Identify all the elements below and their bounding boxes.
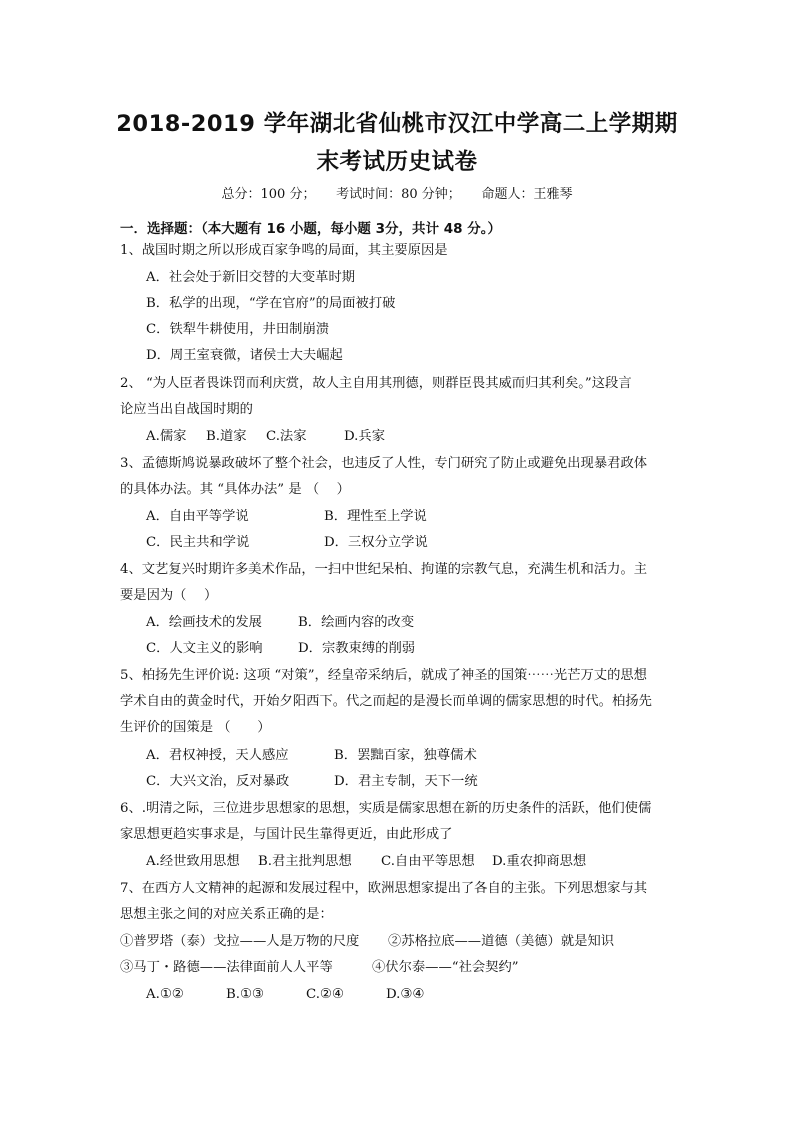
q7-stem-line2: 思想主张之间的对应关系正确的是： bbox=[120, 907, 333, 922]
q4-option-b: B．绘画内容的改变 bbox=[298, 615, 415, 630]
q3-option-b: B．理性至上学说 bbox=[324, 509, 427, 524]
q6-option-b: B.君主批判思想 bbox=[258, 854, 352, 869]
q3-stem-line1: 3、孟德斯鸠说暴政破坏了整个社会，也违反了人性，专门研究了防止或避免出现暴君政体 bbox=[120, 456, 648, 471]
q7-statement-3: ③马丁・路德——法律面前人人平等 bbox=[120, 960, 333, 975]
meta-total: 总分：100 分； bbox=[221, 187, 316, 202]
q3-stem-line2: 的具体办法。其 “具体办法” 是 （ ） bbox=[120, 482, 350, 497]
q2-option-a: A.儒家 bbox=[146, 429, 187, 444]
q7-option-b: B.①③ bbox=[226, 987, 264, 1002]
q7-stem-line1: 7、在西方人文精神的起源和发展过程中，欧洲思想家提出了各自的主张。下列思想家与其 bbox=[120, 881, 648, 896]
q2-option-c: C.法家 bbox=[266, 429, 307, 444]
q1-option-c: C．铁犁牛耕使用，井田制崩溃 bbox=[146, 322, 330, 337]
q7-statement-4: ④伏尔泰——“社会契约” bbox=[372, 960, 519, 975]
exam-title-line1: 2018-2019 学年湖北省仙桃市汉江中学高二上学期期 bbox=[116, 111, 678, 137]
q3-option-c: C．民主共和学说 bbox=[146, 535, 250, 550]
q5-option-c: C．大兴文治，反对暴政 bbox=[146, 774, 290, 789]
section-heading: 一．选择题：（本大题有 16 小题，每小题 3分，共计 48 分。） bbox=[120, 221, 501, 237]
q6-option-d: D.重农抑商思想 bbox=[492, 854, 587, 869]
exam-meta bbox=[0, 183, 794, 202]
q4-stem-line2: 要是因为（ ） bbox=[120, 588, 218, 603]
q6-stem-line2: 家思想更趋实事求是，与国计民生靠得更近，由此形成了 bbox=[120, 827, 453, 842]
q6-option-c: C.自由平等思想 bbox=[381, 854, 475, 869]
q4-option-a: A．绘画技术的发展 bbox=[146, 615, 262, 630]
q4-stem-line1: 4、文艺复兴时期许多美术作品，一扫中世纪呆柏、拘谨的宗教气息，充满生机和活力。主 bbox=[120, 562, 648, 577]
q4-option-d: D．宗教束缚的削弱 bbox=[298, 641, 416, 656]
q3-option-a: A．自由平等学说 bbox=[146, 509, 249, 524]
q2-stem-line1: 2、 “为人臣者畏诛罚而利庆赏，故人主自用其刑德，则群臣畏其威而归其利矣。”这段言 bbox=[120, 376, 632, 391]
q5-stem-line3: 生评价的国策是 （ ） bbox=[120, 720, 271, 735]
q7-option-d: D.③④ bbox=[386, 987, 425, 1002]
meta-author: 命题人：王雅琴 bbox=[481, 187, 573, 202]
q5-option-b: B．罢黜百家，独尊儒术 bbox=[334, 748, 477, 763]
q6-option-a: A.经世致用思想 bbox=[146, 854, 240, 869]
q7-option-a: A.①② bbox=[146, 987, 184, 1002]
q6-stem-line1: 6、.明清之际，三位进步思想家的思想，实质是儒家思想在新的历史条件的活跃，他们使儒 bbox=[120, 801, 652, 816]
q2-option-d: D.兵家 bbox=[344, 429, 386, 444]
q1-option-b: B．私学的出现，“学在官府”的局面被打破 bbox=[146, 296, 396, 311]
q1-option-a: A．社会处于新旧交替的大变革时期 bbox=[146, 270, 356, 285]
q5-option-d: D．君主专制，天下一统 bbox=[334, 774, 478, 789]
q7-option-c: C.②④ bbox=[306, 987, 344, 1002]
q4-option-c: C．人文主义的影响 bbox=[146, 641, 263, 656]
q5-stem-line2: 学术自由的黄金时代，开始夕阳西下。代之而起的是漫长而单调的儒家思想的时代。柏扬先 bbox=[120, 694, 652, 709]
q5-option-a: A．君权神授，天人感应 bbox=[146, 748, 289, 763]
q2-stem-line2: 论应当出自战国时期的 bbox=[120, 402, 253, 417]
q7-statement-1: ①普罗塔（泰）戈拉——人是万物的尺度 bbox=[120, 934, 360, 949]
q7-statement-2: ②苏格拉底——道德（美德）就是知识 bbox=[388, 934, 615, 949]
q1-stem: 1、战国时期之所以形成百家争鸣的局面，其主要原因是 bbox=[120, 243, 448, 258]
q3-option-d: D．三权分立学说 bbox=[324, 535, 428, 550]
q2-option-b: B.道家 bbox=[206, 429, 247, 444]
meta-time: 考试时间：80 分钟； bbox=[336, 187, 461, 202]
q1-option-d: D．周王室衰微，诸侯士大夫崛起 bbox=[146, 348, 343, 363]
exam-title-line2: 末考试历史试卷 bbox=[316, 149, 478, 175]
q5-stem-line1: 5、柏扬先生评价说: 这项 “对策”，经皇帝采纳后，就成了神圣的国策⋯⋯光芒万丈的思想 bbox=[120, 668, 647, 683]
